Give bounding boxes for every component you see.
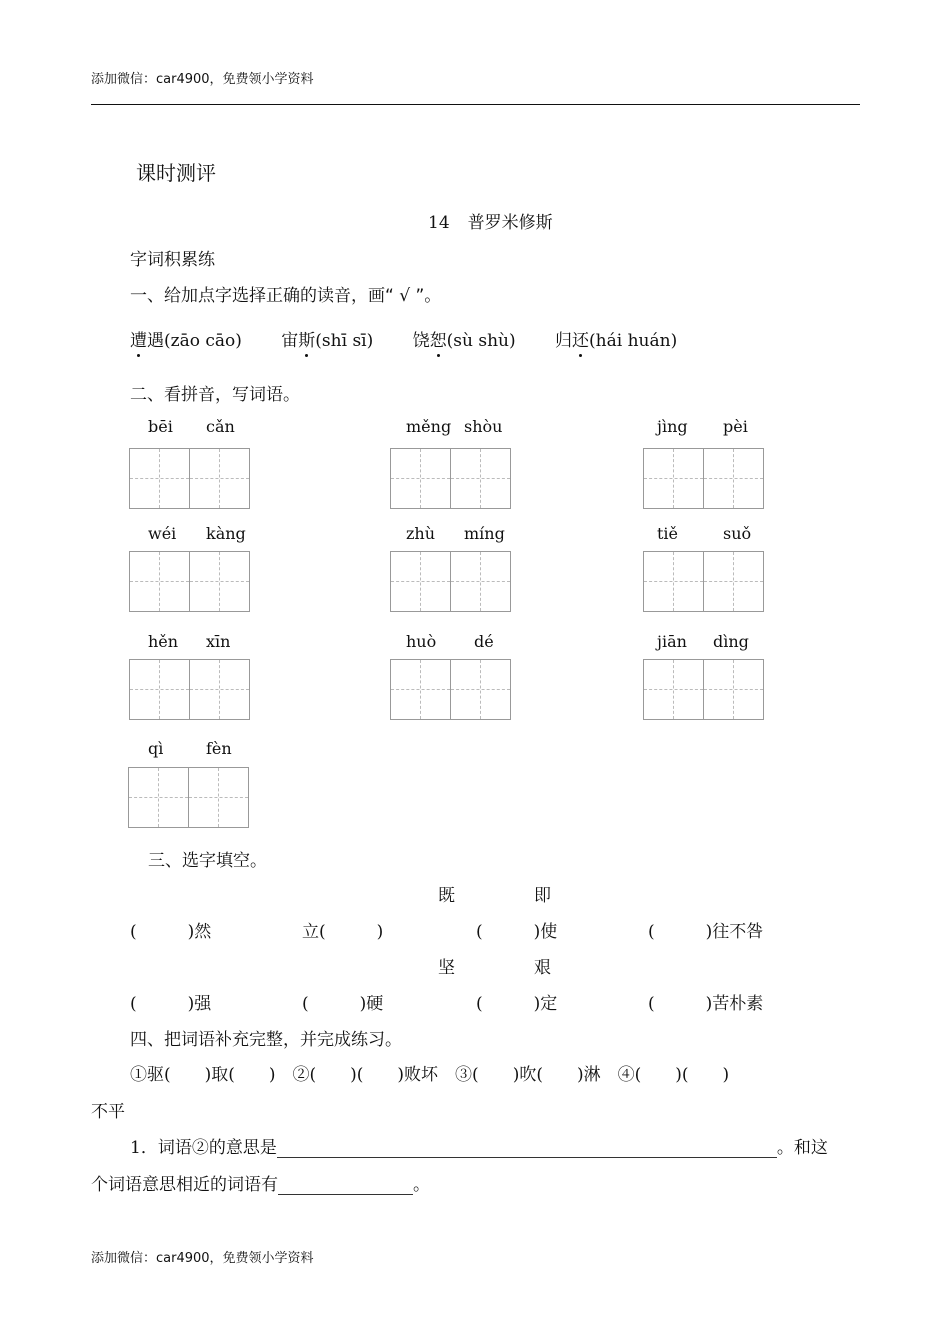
writing-grid[interactable]	[129, 551, 249, 611]
q1-item	[413, 331, 516, 351]
q3-choice-char: 即	[534, 886, 551, 906]
writing-grid[interactable]	[128, 767, 248, 827]
writing-grid[interactable]	[643, 551, 763, 611]
dotted-char: 还	[572, 326, 589, 351]
pinyin-2: shòu	[464, 417, 503, 436]
writing-grid[interactable]	[643, 448, 763, 508]
pinyin-1: zhù	[406, 524, 436, 543]
writing-grid[interactable]	[390, 448, 510, 508]
q3-blank-item[interactable]: ( )硬	[302, 994, 384, 1014]
writing-grid[interactable]	[129, 659, 249, 719]
q1-options: (sù shù)	[446, 331, 516, 351]
q1-char: 遇	[147, 331, 164, 351]
lesson-title	[428, 208, 553, 233]
writing-grid[interactable]	[643, 659, 763, 719]
pinyin-1: hěn	[148, 632, 179, 651]
q1-title: 一、给加点字选择正确的读音，画“ √ ”。	[130, 286, 442, 306]
pinyin-2: kàng	[206, 524, 246, 543]
pinyin-1: qì	[148, 739, 164, 758]
lesson-label: 课时测评	[136, 161, 216, 185]
writing-grid[interactable]	[129, 448, 249, 508]
q4-sub1-text: 1．词语②的意思是	[130, 1138, 277, 1158]
q3-choice-char: 艰	[534, 958, 551, 978]
pinyin-2: cǎn	[206, 417, 235, 436]
pinyin-1: tiě	[657, 524, 679, 543]
q1-options: (zāo cāo)	[164, 331, 242, 351]
q4-idiom-line[interactable]: ①驱( )取( ) ②( )( )败坏 ③( )吹( )淋 ④( )( )	[130, 1065, 730, 1085]
pinyin-1: jiān	[657, 632, 687, 651]
q4-sub1-text: 个词语意思相近的词语有	[91, 1175, 278, 1195]
q3-blank-item[interactable]: ( )往不咎	[648, 922, 764, 942]
q3-blank-item[interactable]: ( )强	[130, 994, 212, 1014]
q1-item	[130, 331, 242, 351]
dotted-char: 遭	[130, 326, 147, 351]
q1-item	[281, 331, 373, 351]
answer-blank[interactable]	[278, 1177, 413, 1195]
q1-options: (hái huán)	[589, 331, 678, 351]
q3-blank-item[interactable]: ( )苦朴素	[648, 994, 764, 1014]
writing-grid[interactable]	[390, 551, 510, 611]
pinyin-1: bēi	[148, 417, 173, 436]
pinyin-2: míng	[464, 524, 505, 543]
q3-title: 三、选字填空。	[148, 851, 267, 871]
section-heading: 字词积累练	[130, 250, 215, 270]
pinyin-1: huò	[406, 632, 437, 651]
q4-sub1-cont	[91, 1170, 430, 1195]
q3-blank-item[interactable]: ( )定	[476, 994, 558, 1014]
q1-items	[130, 326, 711, 351]
pinyin-1: jìng	[657, 417, 688, 436]
q1-item	[555, 331, 677, 351]
pinyin-2: pèi	[723, 417, 748, 436]
pinyin-1: wéi	[148, 524, 177, 543]
lesson-number: 14	[428, 213, 450, 233]
writing-grid[interactable]	[390, 659, 510, 719]
header-rule	[91, 104, 860, 105]
q3-blank-item[interactable]: ( )然	[130, 922, 212, 942]
pinyin-2: dé	[474, 632, 494, 651]
q4-sub1-text: 。	[413, 1175, 430, 1195]
q3-blank-item[interactable]: 立( )	[302, 922, 384, 942]
q1-char: 饶	[412, 331, 430, 351]
answer-blank[interactable]	[277, 1140, 777, 1158]
q4-idiom-line-cont: 不平	[91, 1102, 125, 1122]
q3-choice-char: 既	[438, 886, 455, 906]
dotted-char: 恕	[430, 326, 447, 351]
q1-char: 归	[555, 331, 573, 351]
q3-blank-item[interactable]: ( )使	[476, 922, 558, 942]
pinyin-2: xīn	[206, 632, 231, 651]
pinyin-2: dìng	[713, 632, 749, 651]
q4-sub1-text: 。和这	[776, 1138, 828, 1158]
q1-options: (shī sī)	[315, 331, 374, 351]
dotted-char: 斯	[298, 326, 315, 351]
q4-title: 四、把词语补充完整，并完成练习。	[130, 1030, 402, 1050]
lesson-name: 普罗米修斯	[467, 213, 553, 233]
footer-text: 添加微信：car4900，免费领小学资料	[91, 1251, 314, 1266]
q3-choice-char: 坚	[438, 958, 455, 978]
pinyin-2: fèn	[206, 739, 232, 758]
q2-title: 二、看拼音，写词语。	[130, 385, 300, 405]
q4-sub1	[130, 1133, 828, 1158]
q1-char: 宙	[281, 331, 299, 351]
header-text: 添加微信：car4900，免费领小学资料	[91, 72, 314, 87]
pinyin-1: měng	[406, 417, 452, 436]
pinyin-2: suǒ	[723, 524, 752, 543]
